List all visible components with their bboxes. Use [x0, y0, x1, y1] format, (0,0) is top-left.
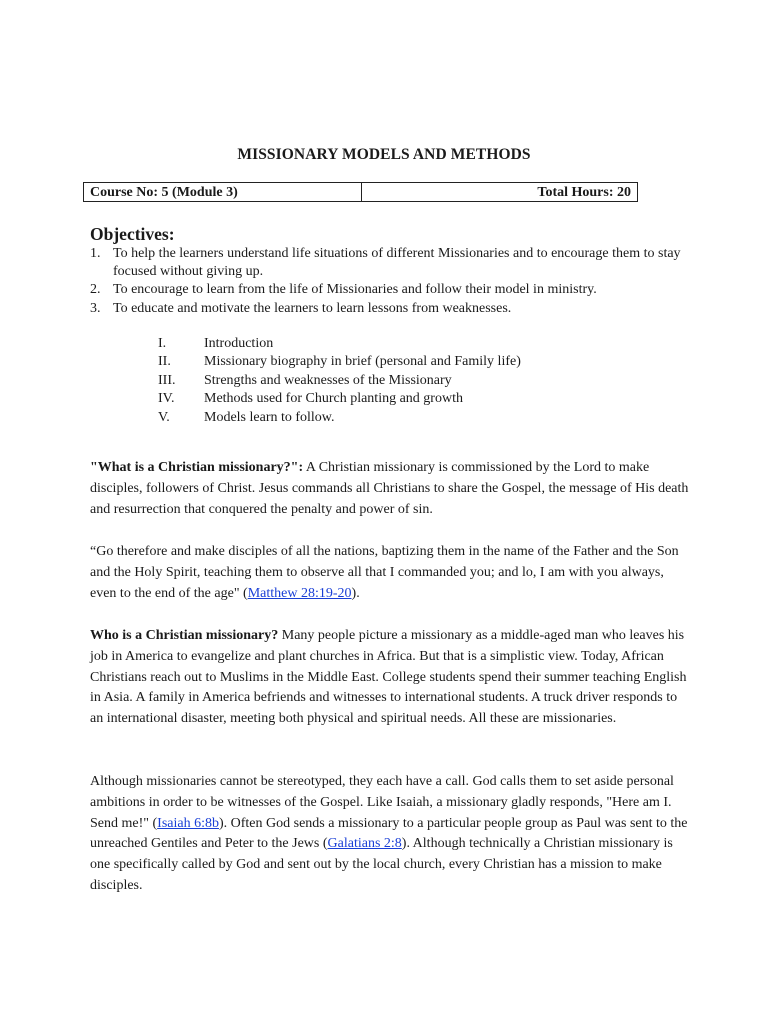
outline-text: Missionary biography in brief (personal and Family life) [204, 354, 521, 370]
outline-item [158, 353, 521, 371]
outline-number: III. [158, 372, 176, 388]
objective-text: To encourage to learn from the life of Missionaries and follow their model in ministry. [113, 282, 597, 298]
outline-item [158, 390, 521, 408]
scripture-link-matthew[interactable]: Matthew 28:19-20 [247, 585, 352, 601]
paragraph-body: ). Although technically a Christian missionary is one specifically called by God and sent out by the local church, every Christian has a mission to make disciples. [90, 836, 673, 893]
paragraph-body: A Christian missionary is commissioned by the Lord to make disciples, followers of Christ. Jesus commands all Christians to share the Gospel, the message of His death and resurrection that conquered the penalty and power of sin. [90, 460, 689, 517]
paragraph-body: Many people picture a missionary as a middle-aged man who leaves his job in America to evangelize and plant churches in Africa. But that is a simplistic view. Today, African Christians reach out to Muslims in the Middle East. College students spend their summer teaching English in Asia. A family in America befriends and witnesses to international students. A truck driver responds to an international disaster, meeting both physical and spiritual needs. All these are missionaries. [90, 628, 687, 727]
course-number: Course No: 5 (Module 3) [84, 183, 362, 201]
scripture-link-galatians[interactable]: Galatians 2:8 [327, 836, 402, 852]
paragraph-great-commission-quote [90, 542, 690, 604]
objective-number: 1. [90, 246, 101, 261]
outline-text: Strengths and weaknesses of the Missionary [204, 372, 452, 388]
outline-number: IV. [158, 391, 175, 407]
outline-text: Methods used for Church planting and growth [204, 391, 463, 407]
objective-item [90, 300, 690, 318]
outline-item [158, 372, 521, 390]
objective-text: To educate and motivate the learners to learn lessons from weaknesses. [113, 300, 512, 316]
outline-item [158, 409, 521, 427]
objective-item [90, 245, 690, 281]
paragraph-body: ). Often God sends a missionary to a particular people group as Paul was sent to the unreached Gentiles and Peter to the Jews ( [90, 815, 688, 852]
outline-text: Introduction [204, 336, 274, 351]
objective-text: To help the learners understand life situations of different Missionaries and to encourage them to stay focused without giving up. [113, 246, 681, 280]
objectives-heading: Objectives: [90, 224, 175, 244]
objectives-list [90, 245, 690, 318]
objective-item [90, 281, 690, 299]
paragraph-lead-bold: "What is a Christian missionary?": [90, 460, 304, 475]
paragraph-calling [90, 772, 690, 897]
outline-number: II. [158, 354, 171, 370]
objective-number: 2. [90, 282, 101, 298]
outline-number: I. [158, 336, 167, 351]
page-title: MISSIONARY MODELS AND METHODS [237, 146, 531, 163]
outline-item [158, 335, 521, 353]
paragraph-what-is-missionary [90, 458, 690, 520]
outline-text: Models learn to follow. [204, 409, 335, 425]
paragraph-body: Although missionaries cannot be stereotyped, they each have a call. God calls them to set aside personal ambitions in order to be witnesses of the Gospel. Like Isaiah, a missionary gladly responds, "Here am I. Send me!" ( [90, 774, 674, 831]
objective-number: 3. [90, 300, 101, 316]
total-hours: Total Hours: 20 [537, 185, 631, 200]
course-outline-list [158, 335, 521, 427]
scripture-link-isaiah[interactable]: Isaiah 6:8b [157, 815, 219, 831]
outline-number: V. [158, 409, 170, 425]
paragraph-body: ). [351, 585, 360, 601]
paragraph-lead-bold: Who is a Christian missionary? [90, 628, 279, 643]
course-info-table [83, 182, 638, 202]
paragraph-body: “Go therefore and make disciples of all the nations, baptizing them in the name of the Father and the Son and the Holy Spirit, teaching them to observe all that I commanded you; and lo, I am with you always, even to the end of the age" ( [90, 544, 679, 601]
paragraph-who-is-missionary [90, 626, 690, 730]
